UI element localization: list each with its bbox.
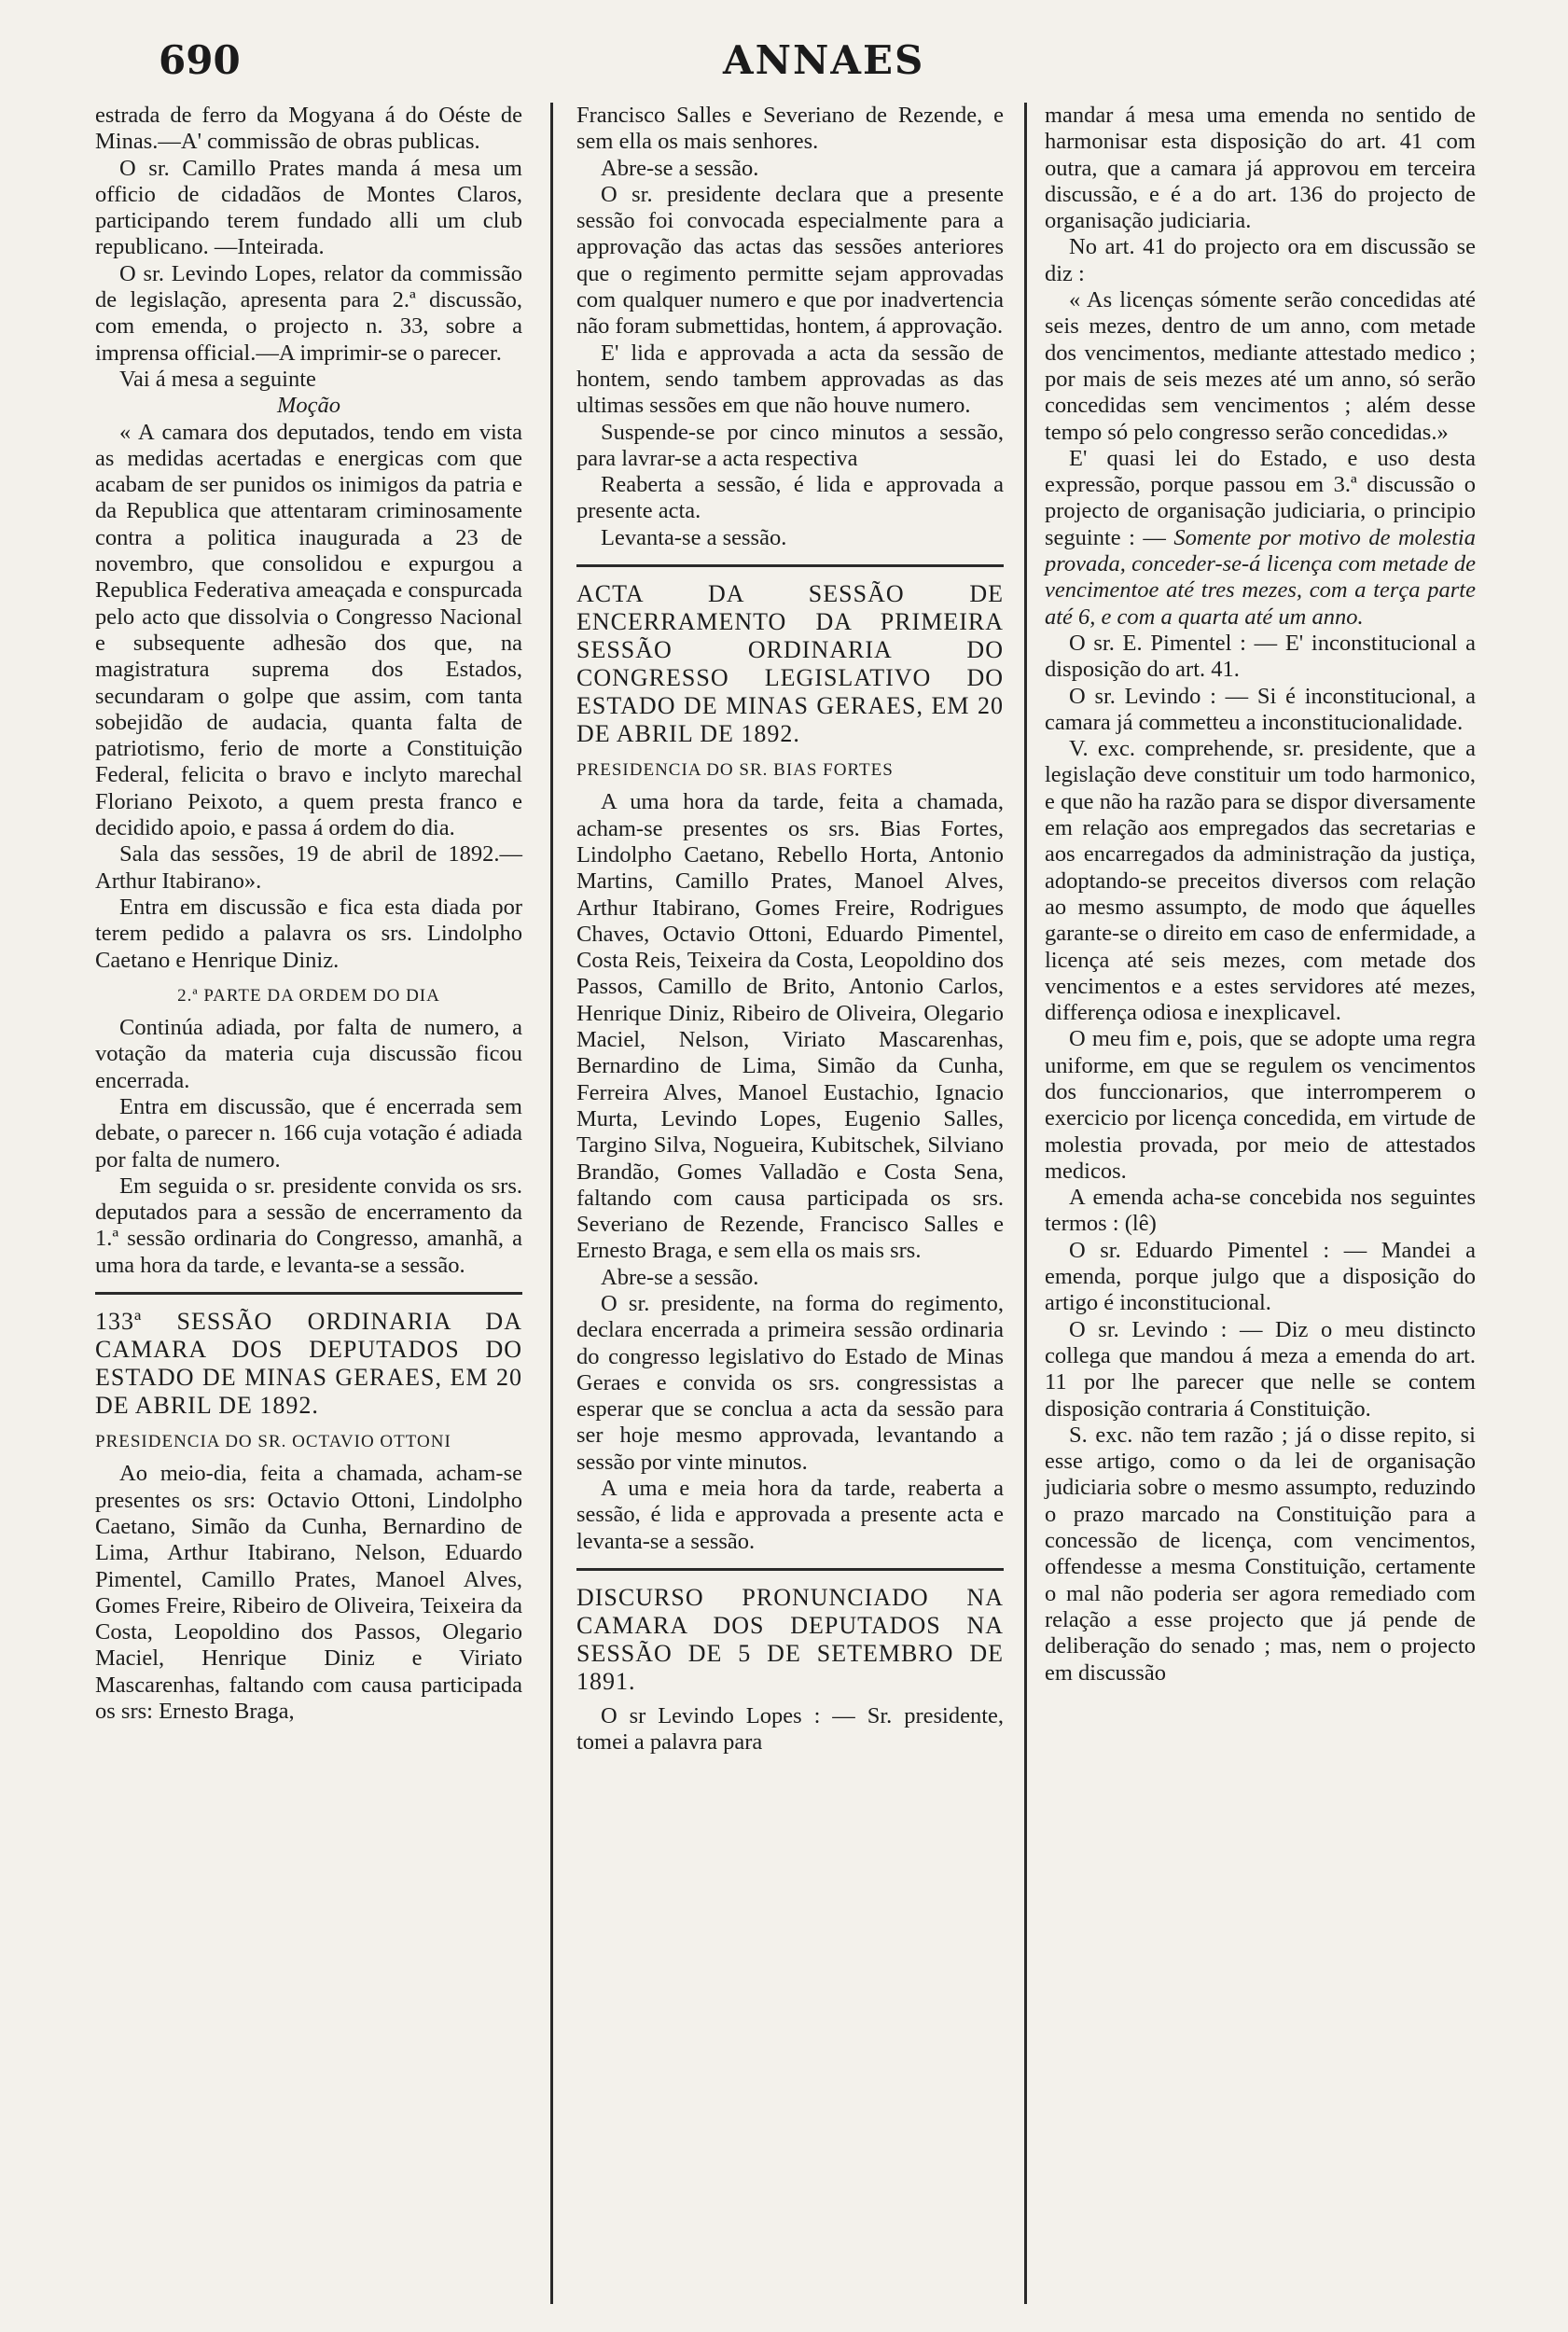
section-title: 133ª SESSÃO ORDINARIA DA CAMARA DOS DEPUTADOS DO ESTADO DE MINAS GERAES, EM 20 DE ABRIL DE 1892. (95, 1308, 522, 1420)
section-title: DISCURSO PRONUNCIADO NA CAMARA DOS DEPUTADOS NA SESSÃO DE 5 DE SETEMBRO DE 1891. (576, 1583, 1004, 1695)
motion-heading: Moção (276, 393, 341, 419)
presidency-line: PRESIDENCIA DO SR. OCTAVIO OTTONI (95, 1432, 451, 1452)
page-number: 690 (159, 37, 241, 83)
paragraph: mandar á mesa uma emenda no sentido de harmonisar esta disposição do art. 41 com outra, que a camara já approvou em terceira discussão, e é a do art. 136 do projecto de organisação judiciaria. (1045, 103, 1476, 234)
paragraph (1045, 446, 1476, 631)
paragraph: Continúa adiada, por falta de numero, a votação da materia cuja discussão ficou encerrada. (95, 1015, 522, 1093)
paragraph: E' lida e approvada a acta da sessão de hontem, sendo tambem approvadas as das ultimas sessões em que não houve numero. (576, 340, 1004, 419)
paragraph: Levanta-se a sessão. (601, 524, 787, 550)
paragraph: A emenda acha-se concebida nos seguintes termos : (lê) (1045, 1185, 1476, 1237)
paragraph: Francisco Salles e Severiano de Rezende, e sem ella os mais senhores. (576, 103, 1004, 155)
paragraph: Abre-se a sessão. (601, 1264, 759, 1290)
paragraph: A uma hora da tarde, feita a chamada, acham-se presentes os srs. Bias Fortes, Lindolpho Caetano, Rebello Horta, Antonio Martins, Camillo Prates, Manoel Alves, Arthur Itabirano, Gomes Freire, Rodrigues Chaves, Octavio Ottoni, Eduardo Pimentel, Costa Reis, Teixeira da Costa, Leopoldino dos Passos, Camillo de Brito, Antonio Carlos, Henrique Diniz, Ribeiro de Oliveira, Olegario Maciel, Nelson, Viriato Mascarenhas, Bernardino de Lima, Simão da Cunha, Ferreira Alves, Manoel Eustachio, Ignacio Murta, Levindo Lopes, Eugenio Salles, Targino Silva, Nogueira, Kubitschek, Silviano Brandão, Gomes Valladão e Costa Sena, faltando com causa participada os srs. Severiano de Rezende, Francisco Salles e Ernesto Braga, e sem ella os mais srs. (576, 789, 1004, 1264)
paragraph: Suspende-se por cinco minutos a sessão, para lavrar-se a acta respectiva (576, 419, 1004, 471)
presidency-line: PRESIDENCIA DO SR. BIAS FORTES (576, 760, 894, 781)
paragraph: « As licenças sómente serão concedidas até seis mezes, dentro de um anno, com metade dos vencimentos, mediante attestado medico ; por mais de seis mezes até um anno, só serão concedidas sem vencimentos ; além desse tempo só pelo congresso serão concedidas.» (1045, 287, 1476, 445)
section-divider (576, 564, 1004, 567)
paragraph: O meu fim e, pois, que se adopte uma regra uniforme, em que se regulem os vencimentos dos funccionarios, que interromperem o exercicio por licença concedida, em virtude de molestia provada, por meio de attestados medicos. (1045, 1026, 1476, 1184)
paragraph: Em seguida o sr. presidente convida os srs. deputados para a sessão de encerramento da 1.ª sessão ordinaria do Congresso, amanhã, a uma hora da tarde, e levanta-se a sessão. (95, 1173, 522, 1278)
column-3 (1045, 103, 1476, 1687)
subheading: 2.ª PARTE DA ORDEM DO DIA (177, 985, 440, 1006)
paragraph: O sr. E. Pimentel : — E' inconstitucional a disposição do art. 41. (1045, 630, 1476, 683)
paragraph: V. exc. comprehende, sr. presidente, que a legislação deve constituir um todo harmonico, e que não ha razão para se dispor diversamente em relação aos empregados das secretarias e aos encarregados da administração da justiça, adoptando-se preceitos diversos com relação ao mesmo assumpto, de modo que áquelles garante-se o direito em caso de enfermidade, a licença até seis mezes, com metade dos vencimentos e a estes servidores até mezes, differença odiosa e inexplicavel. (1045, 736, 1476, 1026)
section-divider (576, 1568, 1004, 1571)
column-divider-1 (550, 103, 553, 2304)
paragraph: estrada de ferro da Mogyana á do Oéste de Minas.—A' commissão de obras publicas. (95, 103, 522, 155)
paragraph: Entra em discussão, que é encerrada sem debate, o parecer n. 166 cuja votação é adiada por falta de numero. (95, 1093, 522, 1173)
paragraph: O sr. presidente, na forma do regimento, declara encerrada a primeira sessão ordinaria do congresso legislativo do Estado de Minas Geraes e convida os srs. congressistas a esperar que se conclua a acta da sessão para ser hoje mesmo approvada, levantando a sessão por vinte minutos. (576, 1290, 1004, 1475)
paragraph: O sr. Levindo : — Si é inconstitucional, a camara já commetteu a inconstitucionalidade. (1045, 683, 1476, 735)
paragraph: S. exc. não tem razão ; já o disse repito, si esse artigo, como o da lei de organisação judiciaria sobre o mesmo assumpto, reduzindo o prazo marcado na Constituição para a concessão de licença, com vencimentos, offendesse a mesma Constituição, certamente o mal não poderia ser agora remediado com relação a esse projecto que já pende de deliberação do senado ; mas, nem o projecto em discussão (1045, 1422, 1476, 1686)
column-1 (95, 103, 522, 1725)
paragraph: O sr. Levindo Lopes, relator da commissão de legislação, apresenta para 2.ª discussão, com emenda, o projecto n. 33, sobre a imprensa official.—A imprimir-se o parecer. (95, 260, 522, 366)
paragraph: Sala das sessões, 19 de abril de 1892.—Arthur Itabirano». (95, 841, 522, 894)
paragraph: O sr. Camillo Prates manda á mesa um officio de cidadãos de Montes Claros, participando terem fundado alli um club republicano. —Inteirada. (95, 155, 522, 260)
paragraph: « A camara dos deputados, tendo em vista as medidas acertadas e energicas com que acabam de ser punidos os inimigos da patria e da Republica que attentaram criminosamente contra a politica inaugurada a 23 de novembro, que consolidou e expurgou a Republica Federativa ameaçada e conspurcada pelo acto que dissolvia o Congresso Nacional e subsequente adhesão dos que, na magistratura suprema dos Estados, secundaram o golpe que assim, com tanta sobejidão de audacia, quanta falta de patriotismo, ferio de morte a Constituição Federal, felicita o bravo e inclyto marechal Floriano Peixoto, a quem presta franco e decidido apoio, e passa á ordem do dia. (95, 419, 522, 841)
paragraph-text: E' quasi lei do Estado, e uso desta expressão, porque passou em 3.ª discussão o projecto de organisação judiciaria, o principio seguinte : — (1045, 445, 1476, 550)
paragraph: No art. 41 do projecto ora em discussão se diz : (1045, 234, 1476, 286)
paragraph: Entra em discussão e fica esta diada por terem pedido a palavra os srs. Lindolpho Caetano e Henrique Diniz. (95, 894, 522, 973)
paragraph: O sr. Levindo : — Diz o meu distincto collega que mandou á meza a emenda do art. 11 por lhe parecer que nelle se contem disposição contraria á Constituição. (1045, 1316, 1476, 1422)
column-2 (576, 103, 1004, 1756)
paragraph: O sr. presidente declara que a presente sessão foi convocada especialmente para a approvação das actas das sessões anteriores que o regimento permitte sejam approvadas com qualquer numero e que por inadvertencia não foram submettidas, hontem, á approvação. (576, 181, 1004, 340)
paragraph: O sr Levindo Lopes : — Sr. presidente, tomei a palavra para (576, 1702, 1004, 1756)
quoted-principle: Somente por motivo de molestia provada, conceder-se-á licença com metade de vencimentoe até tres mezes, com a terça parte até 6, e com a quarta até um anno. (1045, 524, 1476, 630)
section-divider (95, 1292, 522, 1295)
paragraph: O sr. Eduardo Pimentel : — Mandei a emenda, porque julgo que a disposição do artigo é inconstitucional. (1045, 1237, 1476, 1316)
page-title: ANNAES (723, 37, 925, 83)
paragraph: Reaberta a sessão, é lida e approvada a presente acta. (576, 472, 1004, 524)
column-divider-2 (1024, 103, 1027, 2304)
page-header (0, 37, 1568, 93)
paragraph: Vai á mesa a seguinte (119, 366, 316, 392)
section-title: ACTA DA SESSÃO DE ENCERRAMENTO DA PRIMEIRA SESSÃO ORDINARIA DO CONGRESSO LEGISLATIVO DO ESTADO DE MINAS GERAES, EM 20 DE ABRIL DE 1892. (576, 580, 1004, 748)
paragraph: A uma e meia hora da tarde, reaberta a sessão, é lida e approvada a presente acta e levanta-se a sessão. (576, 1476, 1004, 1554)
paragraph: Abre-se a sessão. (601, 155, 759, 181)
paragraph: Ao meio-dia, feita a chamada, acham-se presentes os srs: Octavio Ottoni, Lindolpho Caetano, Simão da Cunha, Bernardino de Lima, Arthur Itabirano, Nelson, Eduardo Pimentel, Camillo Prates, Manoel Alves, Gomes Freire, Ribeiro de Oliveira, Teixeira da Costa, Leopoldino dos Passos, Olegario Maciel, Henrique Diniz e Viriato Mascarenhas, faltando com causa participada os srs: Ernesto Braga, (95, 1461, 522, 1725)
